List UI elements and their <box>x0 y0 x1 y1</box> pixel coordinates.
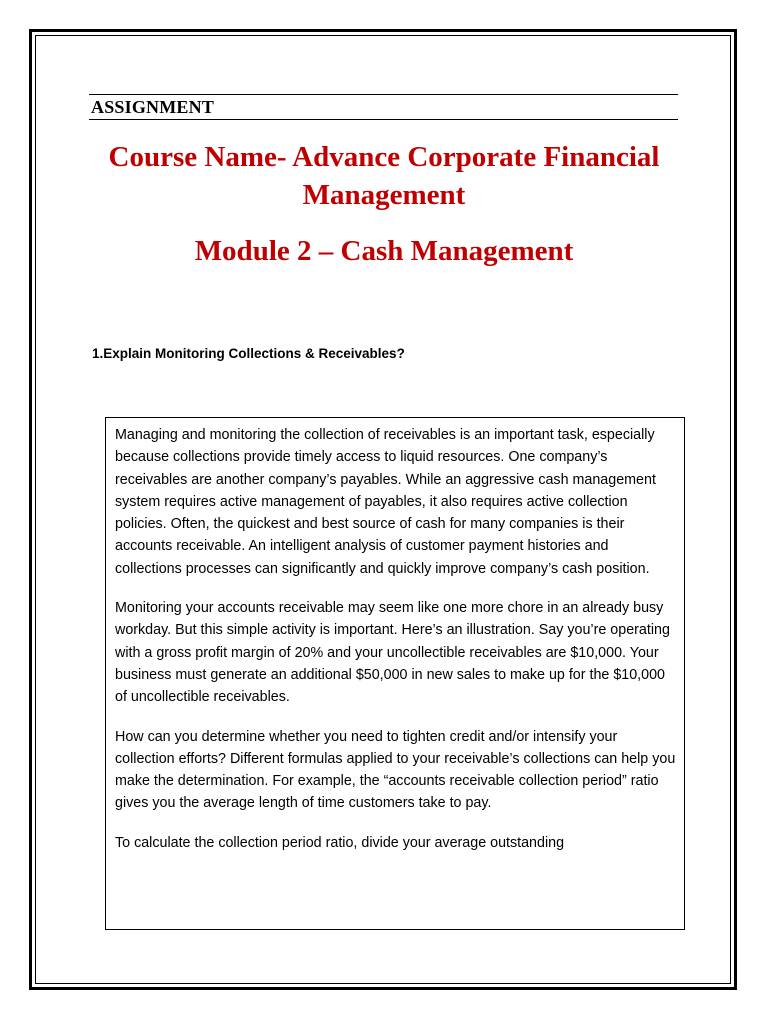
answer-paragraph: Managing and monitoring the collection of receivables is an important task, especially because collections provide timely access to liquid resources. One company’s receivables are another company’s payables. While an aggressive cash management system requires active management of payables, it also requires active collection policies. Often, the quickest and best source of cash for many companies is their accounts receivable. An intelligent analysis of customer payment histories and collections processes can significantly and quickly improve company’s cash position. <box>115 427 656 577</box>
module-title: Module 2 – Cash Management <box>194 235 574 267</box>
course-title: Course Name- Advance Corporate Financial Management <box>108 141 660 211</box>
answer-paragraph: To calculate the collection period ratio, divide your average outstanding <box>115 834 565 851</box>
header-rule-bottom <box>89 119 678 120</box>
assignment-label: ASSIGNMENT <box>91 97 215 117</box>
answer-paragraph: How can you determine whether you need to tighten credit and/or intensify your collection efforts? Different formulas applied to your receivable’s collections can help you make the determination. For example, the “accounts receivable collection period” ratio gives you the average length of time customers take to pay. <box>115 728 676 812</box>
header-rule-top <box>89 94 678 95</box>
answer-paragraph: Monitoring your accounts receivable may seem like one more chore in an already busy workday. But this simple activity is important. Here’s an illustration. Say you’re operating with a gross profit margin of 20% and your uncollectible receivables are $10,000. Your business must generate an additional $50,000 in new sales to make up for the $10,000 of uncollectible receivables. <box>115 600 670 706</box>
question-heading: 1.Explain Monitoring Collections & Receivables? <box>92 346 405 361</box>
answer-box <box>105 417 685 930</box>
